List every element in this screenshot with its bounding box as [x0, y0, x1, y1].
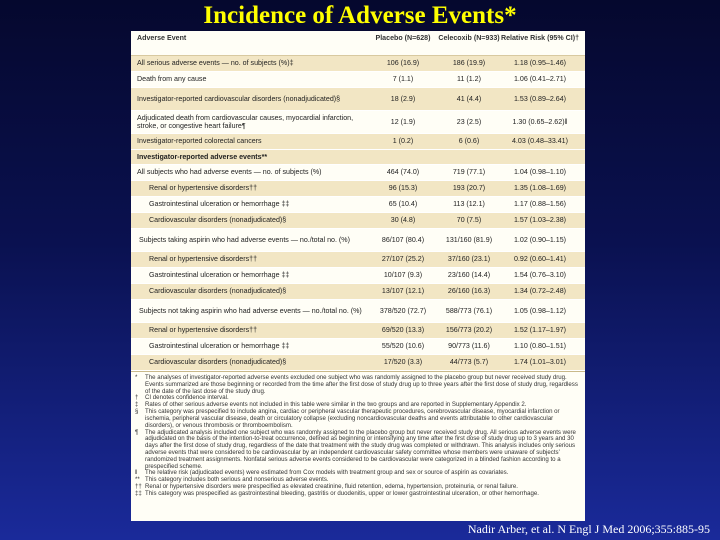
footnote-text: This category was prespecified to include angina, cardiac or peripheral vascular therapeutic procedures, cerebrovascular disease, myocardial infarction or ischemia, peripheral vascular disease, death or circulatory collapse (excluding noncardiovascular deaths and events attributable to other cardiovascular disorders), or venous thrombosis or thromboembolism. [145, 408, 560, 429]
cell-placebo: 30 (4.8) [390, 216, 416, 225]
cell-placebo: 18 (2.9) [390, 94, 416, 103]
row-label: Gastrointestinal ulceration or hemorrhage ‡‡ [149, 200, 290, 209]
footnote-symbol: ¶ [135, 428, 139, 436]
table-row [131, 339, 585, 355]
footnote-text: This category was prespecified as gastrointestinal bleeding, gastritis or duodenitis, upper or lower gastrointestinal ulceration, or other hemorrhage. [145, 489, 539, 497]
cell-placebo: 96 (15.3) [388, 184, 418, 193]
header-celecoxib: Celecoxib (N=933) [438, 34, 500, 42]
cell-placebo: 12 (1.9) [390, 117, 416, 126]
table-row [131, 197, 585, 213]
table-row [131, 150, 585, 165]
cell-placebo: 27/107 (25.2) [381, 255, 425, 264]
row-label: Investigator-reported adverse events** [137, 152, 268, 161]
cell-relative-risk: 1.57 (1.03–2.38) [513, 216, 567, 225]
cell-relative-risk: 1.10 (0.80–1.51) [513, 342, 567, 351]
cell-celecoxib: 719 (77.1) [452, 168, 486, 177]
row-label: Renal or hypertensive disorders†† [149, 326, 258, 335]
footnote-text: The adjudicated analysis included one subject who was randomly assigned to the placebo group but never received study drug. All serious adverse events were adjudicated on the basis of the intention-to-treat occurrence, defined as beginning or intensifying any time after the first dose of study drug up to 3 years and 30 days after the first dose of study drug, regardless of the date that treatment with the study drug was completed or withdrawn. This analysis includes only serious adverse events that were considered to be cardiovascular by an independent cardiovascular safety committee whose members were unaware of subjects' randomized treatment assignments. Nonfatal serious adverse events considered to be cardiovascular were categorized in a blinded fashion according to a prespecified scheme. [145, 428, 576, 470]
footnote-text: Rates of other serious adverse events not included in this table were similar in the two groups and are reported in Supplementary Appendix 2. [145, 401, 527, 409]
cell-placebo: 378/520 (72.7) [379, 306, 427, 315]
footnote-text: The relative risk (adjudicated events) were estimated from Cox models with treatment group and sex or source of aspirin as covariates. [145, 469, 509, 477]
cell-celecoxib: 41 (4.4) [456, 94, 482, 103]
table-footnotes [131, 371, 585, 500]
table-row [131, 323, 585, 339]
cell-relative-risk: 1.54 (0.76–3.10) [513, 271, 567, 280]
row-label: Renal or hypertensive disorders†† [149, 255, 258, 264]
table-row [131, 72, 585, 88]
cell-relative-risk: 1.52 (1.17–1.97) [513, 326, 567, 335]
table-row [131, 268, 585, 284]
row-label: All subjects who had adverse events — no. of subjects (%) [137, 168, 322, 177]
table-row [131, 165, 585, 181]
footnote-symbol: § [135, 408, 139, 416]
header-relative-risk: Relative Risk (95% CI)† [500, 34, 580, 42]
cell-placebo: 10/107 (9.3) [383, 271, 423, 280]
row-label: Investigator-reported cardiovascular disorders (nonadjudicated)§ [137, 94, 341, 103]
row-label: Investigator-reported colorectal cancers [137, 137, 262, 146]
table-row [131, 134, 585, 150]
cell-celecoxib: 70 (7.5) [456, 216, 482, 225]
table-row [131, 355, 585, 371]
table-row [131, 88, 585, 111]
cell-relative-risk: 0.92 (0.60–1.41) [513, 255, 567, 264]
row-label: Renal or hypertensive disorders†† [149, 184, 258, 193]
cell-placebo: 464 (74.0) [386, 168, 420, 177]
footnote [135, 375, 581, 395]
cell-celecoxib: 193 (20.7) [452, 184, 486, 193]
row-label: Cardiovascular disorders (nonadjudicated)§ [149, 216, 287, 225]
footnote-symbol: * [135, 374, 138, 381]
cell-celecoxib: 44/773 (5.7) [449, 358, 489, 367]
cell-placebo: 7 (1.1) [392, 75, 414, 84]
footnote-symbol: † [135, 394, 139, 402]
cell-relative-risk: 1.04 (0.98–1.10) [513, 168, 567, 177]
row-label: Death from any cause [137, 75, 207, 84]
table-row [131, 213, 585, 229]
row-label: Subjects taking aspirin who had adverse events — no./total no. (%) [139, 235, 350, 244]
cell-relative-risk: 1.74 (1.01–3.01) [513, 358, 567, 367]
cell-placebo: 1 (0.2) [392, 137, 414, 146]
footnote-text: This category includes both serious and nonserious adverse events. [145, 476, 329, 484]
cell-celecoxib: 11 (1.2) [457, 75, 481, 84]
cell-celecoxib: 588/773 (76.1) [445, 306, 493, 315]
row-label: Adjudicated death from cardiovascular causes, myocardial infarction, stroke, or congestive heart failure¶ [137, 113, 354, 130]
header-placebo: Placebo (N=628) [375, 34, 431, 42]
cell-relative-risk: 1.17 (0.88–1.56) [513, 200, 567, 209]
row-label: Gastrointestinal ulceration or hemorrhage ‡‡ [149, 342, 290, 351]
row-label: Subjects not taking aspirin who had adverse events — no./total no. (%) [139, 306, 362, 315]
cell-placebo: 13/107 (12.1) [381, 287, 425, 296]
cell-celecoxib: 186 (19.9) [452, 59, 486, 68]
cell-relative-risk: 1.18 (0.95–1.46) [513, 59, 567, 68]
header-adverse-event: Adverse Event [137, 34, 187, 42]
cell-celecoxib: 156/773 (20.2) [445, 326, 493, 335]
footnote-symbol: ‖ [135, 469, 138, 477]
row-label: All serious adverse events — no. of subjects (%)‡ [137, 59, 294, 68]
cell-relative-risk: 1.06 (0.41–2.71) [513, 75, 567, 84]
table-body [131, 56, 585, 371]
cell-relative-risk: 4.03 (0.48–33.41) [511, 137, 568, 146]
table-row [131, 111, 585, 134]
footnote-symbol: ‡ [135, 401, 139, 409]
adverse-events-table [131, 31, 585, 521]
cell-relative-risk: 1.53 (0.89–2.64) [513, 94, 567, 103]
footnote-text: The analyses of investigator-reported adverse events excluded one subject who was randomly assigned to the placebo group but never received study drug. Events summarized are those beginning or recorded from the time after the first dose of study drug up to three years after the first dose of study drug, regardless of the date of the last dose of the study drug. [145, 374, 578, 395]
row-label: Cardiovascular disorders (nonadjudicated)§ [149, 287, 287, 296]
cell-relative-risk: 1.34 (0.72–2.48) [513, 287, 567, 296]
cell-relative-risk: 1.05 (0.98–1.12) [513, 306, 567, 315]
cell-celecoxib: 113 (12.1) [453, 200, 485, 209]
cell-celecoxib: 90/773 (11.6) [448, 342, 490, 351]
cell-relative-risk: 1.30 (0.65–2.62)‖ [512, 117, 568, 126]
cell-placebo: 69/520 (13.3) [381, 326, 425, 335]
slide-title: Incidence of Adverse Events* [203, 2, 517, 29]
cell-placebo: 65 (10.4) [388, 200, 418, 209]
row-label: Cardiovascular disorders (nonadjudicated)§ [149, 358, 287, 367]
footnote-text: Renal or hypertensive disorders were prespecified as elevated creatinine, fluid retention, edema, hypertension, proteinuria, or renal failure. [145, 483, 518, 490]
cell-celecoxib: 23/160 (14.4) [447, 271, 491, 280]
cell-placebo: 55/520 (10.6) [381, 342, 425, 351]
table-header-row [131, 31, 585, 56]
row-label: Gastrointestinal ulceration or hemorrhage ‡‡ [149, 271, 290, 280]
cell-celecoxib: 131/160 (81.9) [445, 235, 493, 244]
table-row [131, 229, 585, 252]
cell-celecoxib: 23 (2.5) [456, 117, 482, 126]
footnote-symbol: ** [135, 476, 140, 484]
cell-celecoxib: 6 (0.6) [458, 137, 480, 146]
cell-placebo: 17/520 (3.3) [383, 358, 423, 367]
cell-relative-risk: 1.35 (1.08–1.69) [513, 184, 567, 193]
cell-placebo: 106 (16.9) [386, 59, 420, 68]
cell-celecoxib: 37/160 (23.1) [447, 255, 491, 264]
citation: Nadir Arber, et al. N Engl J Med 2006;355:885-95 [467, 522, 710, 536]
cell-relative-risk: 1.02 (0.90–1.15) [513, 235, 567, 244]
cell-celecoxib: 26/160 (16.3) [447, 287, 491, 296]
table-row [131, 284, 585, 300]
footnote [135, 409, 581, 429]
footnote-symbol: †† [135, 483, 142, 490]
table-row [131, 181, 585, 197]
table-row [131, 56, 585, 72]
table-row [131, 300, 585, 323]
footnote-symbol: ‡‡ [135, 489, 142, 497]
footnote [135, 430, 581, 471]
footnote-text: CI denotes confidence interval. [145, 394, 229, 402]
footnote [135, 491, 581, 498]
cell-placebo: 86/107 (80.4) [381, 235, 425, 244]
table-row [131, 252, 585, 268]
